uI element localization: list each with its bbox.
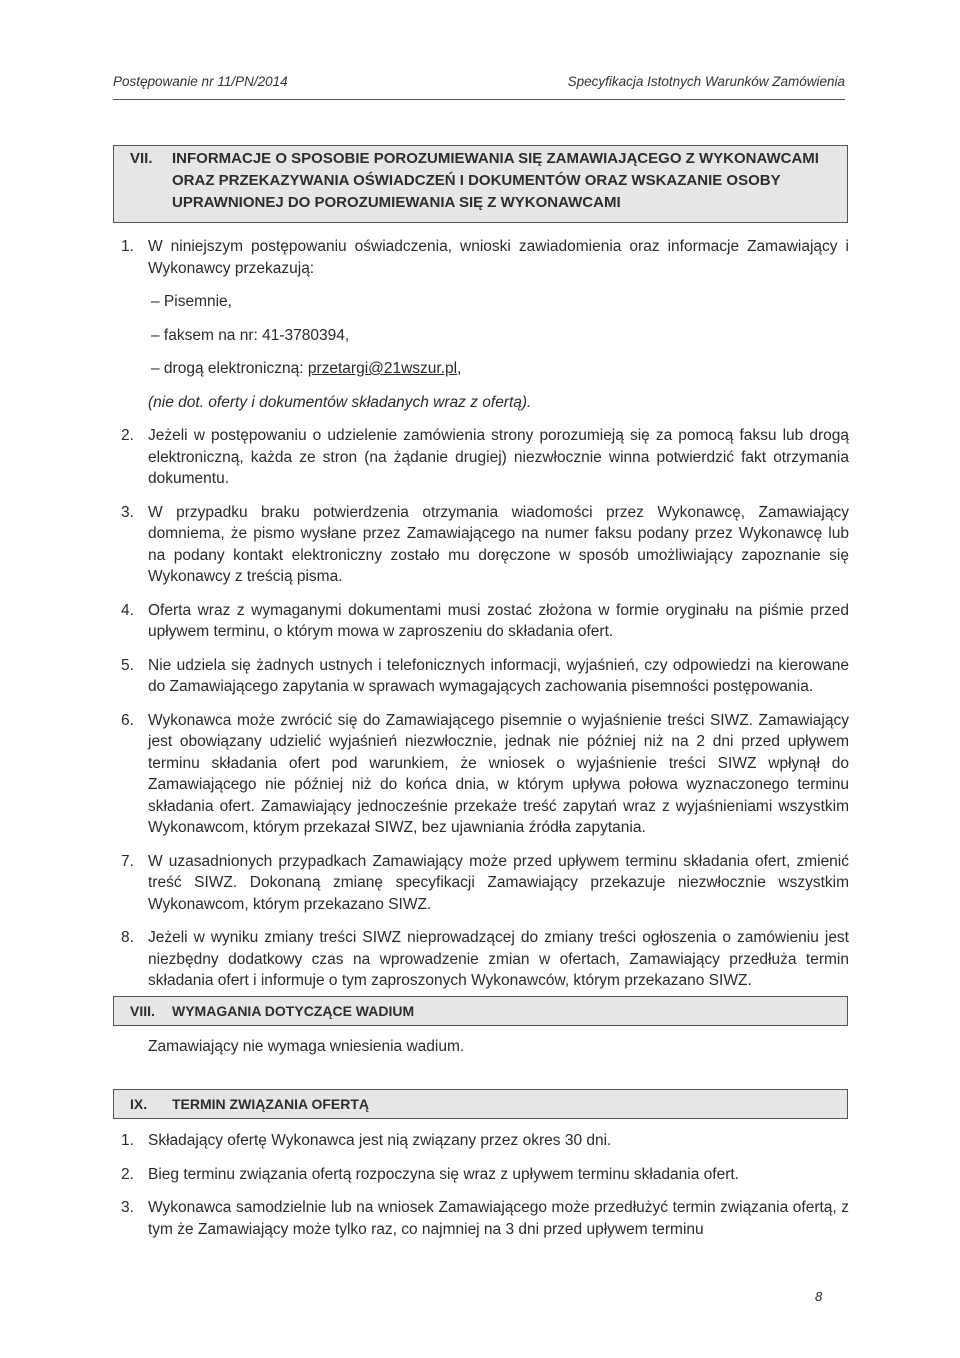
contact-note: (nie dot. oferty i dokumentów składanych wraz z ofertą). xyxy=(148,393,532,411)
section-7-title: INFORMACJE O SPOSOBIE POROZUMIEWANIA SIĘ ZAMAWIAJĄCEGO Z WYKONAWCAMI ORAZ PRZEKAZYWANIA OŚWIADCZEŃ I DOKUMENTÓW ORAZ WSKAZANIE OSOBY UPRAWNIONEJ DO POROZUMIEWANIA SIĘ Z WYKONAWCAMI xyxy=(172,150,819,211)
list-item: 2. Jeżeli w postępowaniu o udzielenie zamówienia strony porozumieją się za pomocą faksu lub drogą elektroniczną, każda ze stron (na żądanie drugiej) niezwłocznie winna potwierdzić fakt otrzymania dokumentu. xyxy=(121,427,849,487)
list-item: 1. W niniejszym postępowaniu oświadczenia, wnioski zawiadomienia oraz informacje Zamawiający i Wykonawcy przekazują: – Pisemnie, – faksem na nr: 41-3780394, – drogą elektroniczną: przetargi@21wszur.pl, (nie dot. oferty i dokumentów składanych wraz z ofertą). xyxy=(121,236,849,413)
section-8-title: WYMAGANIA DOTYCZĄCE WADIUM xyxy=(172,1003,415,1019)
list-item: 5. Nie udziela się żadnych ustnych i telefonicznych informacji, wyjaśnień, czy odpowiedzi na kierowane do Zamawiającego zapytania w sprawach wymagających zachowania pisemności postępowania. xyxy=(121,656,849,695)
section-7-body xyxy=(121,236,849,1004)
contact-written: – Pisemnie, xyxy=(151,293,232,310)
section-9-title: TERMIN ZWIĄZANIA OFERTĄ xyxy=(172,1096,370,1112)
section-9-heading xyxy=(113,1089,848,1119)
section-7-number: VII. xyxy=(130,150,153,167)
list-item: 3. W przypadku braku potwierdzenia otrzymania wiadomości przez Wykonawcę, Zamawiający domniema, że pismo wysłane przez Zamawiającego na numer faksu podany przez Wykonawcę lub na podany kontakt elektroniczny zostało mu doręczone w sposób umożliwiający zapoznanie się Wykonawcy z treścią pisma. xyxy=(121,503,849,585)
document-title: Specyfikacja Istotnych Warunków Zamówienia xyxy=(567,74,845,89)
page-number: 8 xyxy=(815,1289,823,1304)
section-8-text: Zamawiający nie wymaga wniesienia wadium. xyxy=(148,1038,465,1055)
list-item: 2. Bieg terminu związania ofertą rozpoczyna się wraz z upływem terminu składania ofert. xyxy=(121,1165,739,1183)
contact-fax: – faksem na nr: 41-3780394, xyxy=(151,326,350,344)
contact-email-line: – drogą elektroniczną: przetargi@21wszur.pl, xyxy=(151,360,462,377)
page-header xyxy=(113,74,845,89)
list-item: 4. Oferta wraz z wymaganymi dokumentami musi zostać złożona w formie oryginału na piśmie przed upływem terminu, o którym mowa w zaproszeniu do składania ofert. xyxy=(121,601,849,640)
procedure-number: Postępowanie nr 11/PN/2014 xyxy=(113,74,288,89)
section-9-number: IX. xyxy=(130,1096,148,1112)
list-item: 1. Składający ofertę Wykonawca jest nią związany przez okres 30 dni. xyxy=(121,1132,612,1149)
section-8-heading xyxy=(113,996,848,1026)
list-item: 7. W uzasadnionych przypadkach Zamawiający może przed upływem terminu składania ofert, zmienić treść SIWZ. Dokonaną zmianę specyfikacji Zamawiający przekazuje niezwłocznie wszystkim Wykonawcom, którym przekazano SIWZ. xyxy=(121,852,849,913)
header-divider xyxy=(113,99,845,100)
list-item: 8. Jeżeli w wyniku zmiany treści SIWZ nieprowadzącej do zmiany treści ogłoszenia o zamówieniu jest niezbędny dodatkowy czas na wprowadzenie zmian w ofertach, Zamawiający przedłuża termin składania ofert i informuje o tym zaproszonych Wykonawców, którym przekazano SIWZ. xyxy=(121,929,849,989)
email-link[interactable]: przetargi@21wszur.pl xyxy=(307,360,458,377)
list-item: 6. Wykonawca może zwrócić się do Zamawiającego pisemnie o wyjaśnienie treści SIWZ. Zamawiający jest obowiązany udzielić wyjaśnień niezwłocznie, jednak nie później niż na 2 dni przed upływem terminu składania ofert pod warunkiem, że wniosek o wyjaśnienie treści SIWZ wpłynął do Zamawiającego nie później niż do końca dnia, w którym upływa połowa wyznaczonego terminu składania ofert. Zamawiający jednocześnie przekaże treść zapytań wraz z wyjaśnieniami wszystkim Wykonawcom, którym przekazał SIWZ, bez ujawniania źródła zapytania. xyxy=(121,711,849,836)
section-8-number: VIII. xyxy=(130,1003,155,1019)
section-9-body xyxy=(121,1130,849,1252)
list-item: 3. Wykonawca samodzielnie lub na wniosek Zamawiającego może przedłużyć termin związania ofertą, z tym że Zamawiający może tylko raz, co najmniej na 3 dni przed upływem terminu xyxy=(121,1199,849,1238)
section-7-heading xyxy=(113,145,848,223)
